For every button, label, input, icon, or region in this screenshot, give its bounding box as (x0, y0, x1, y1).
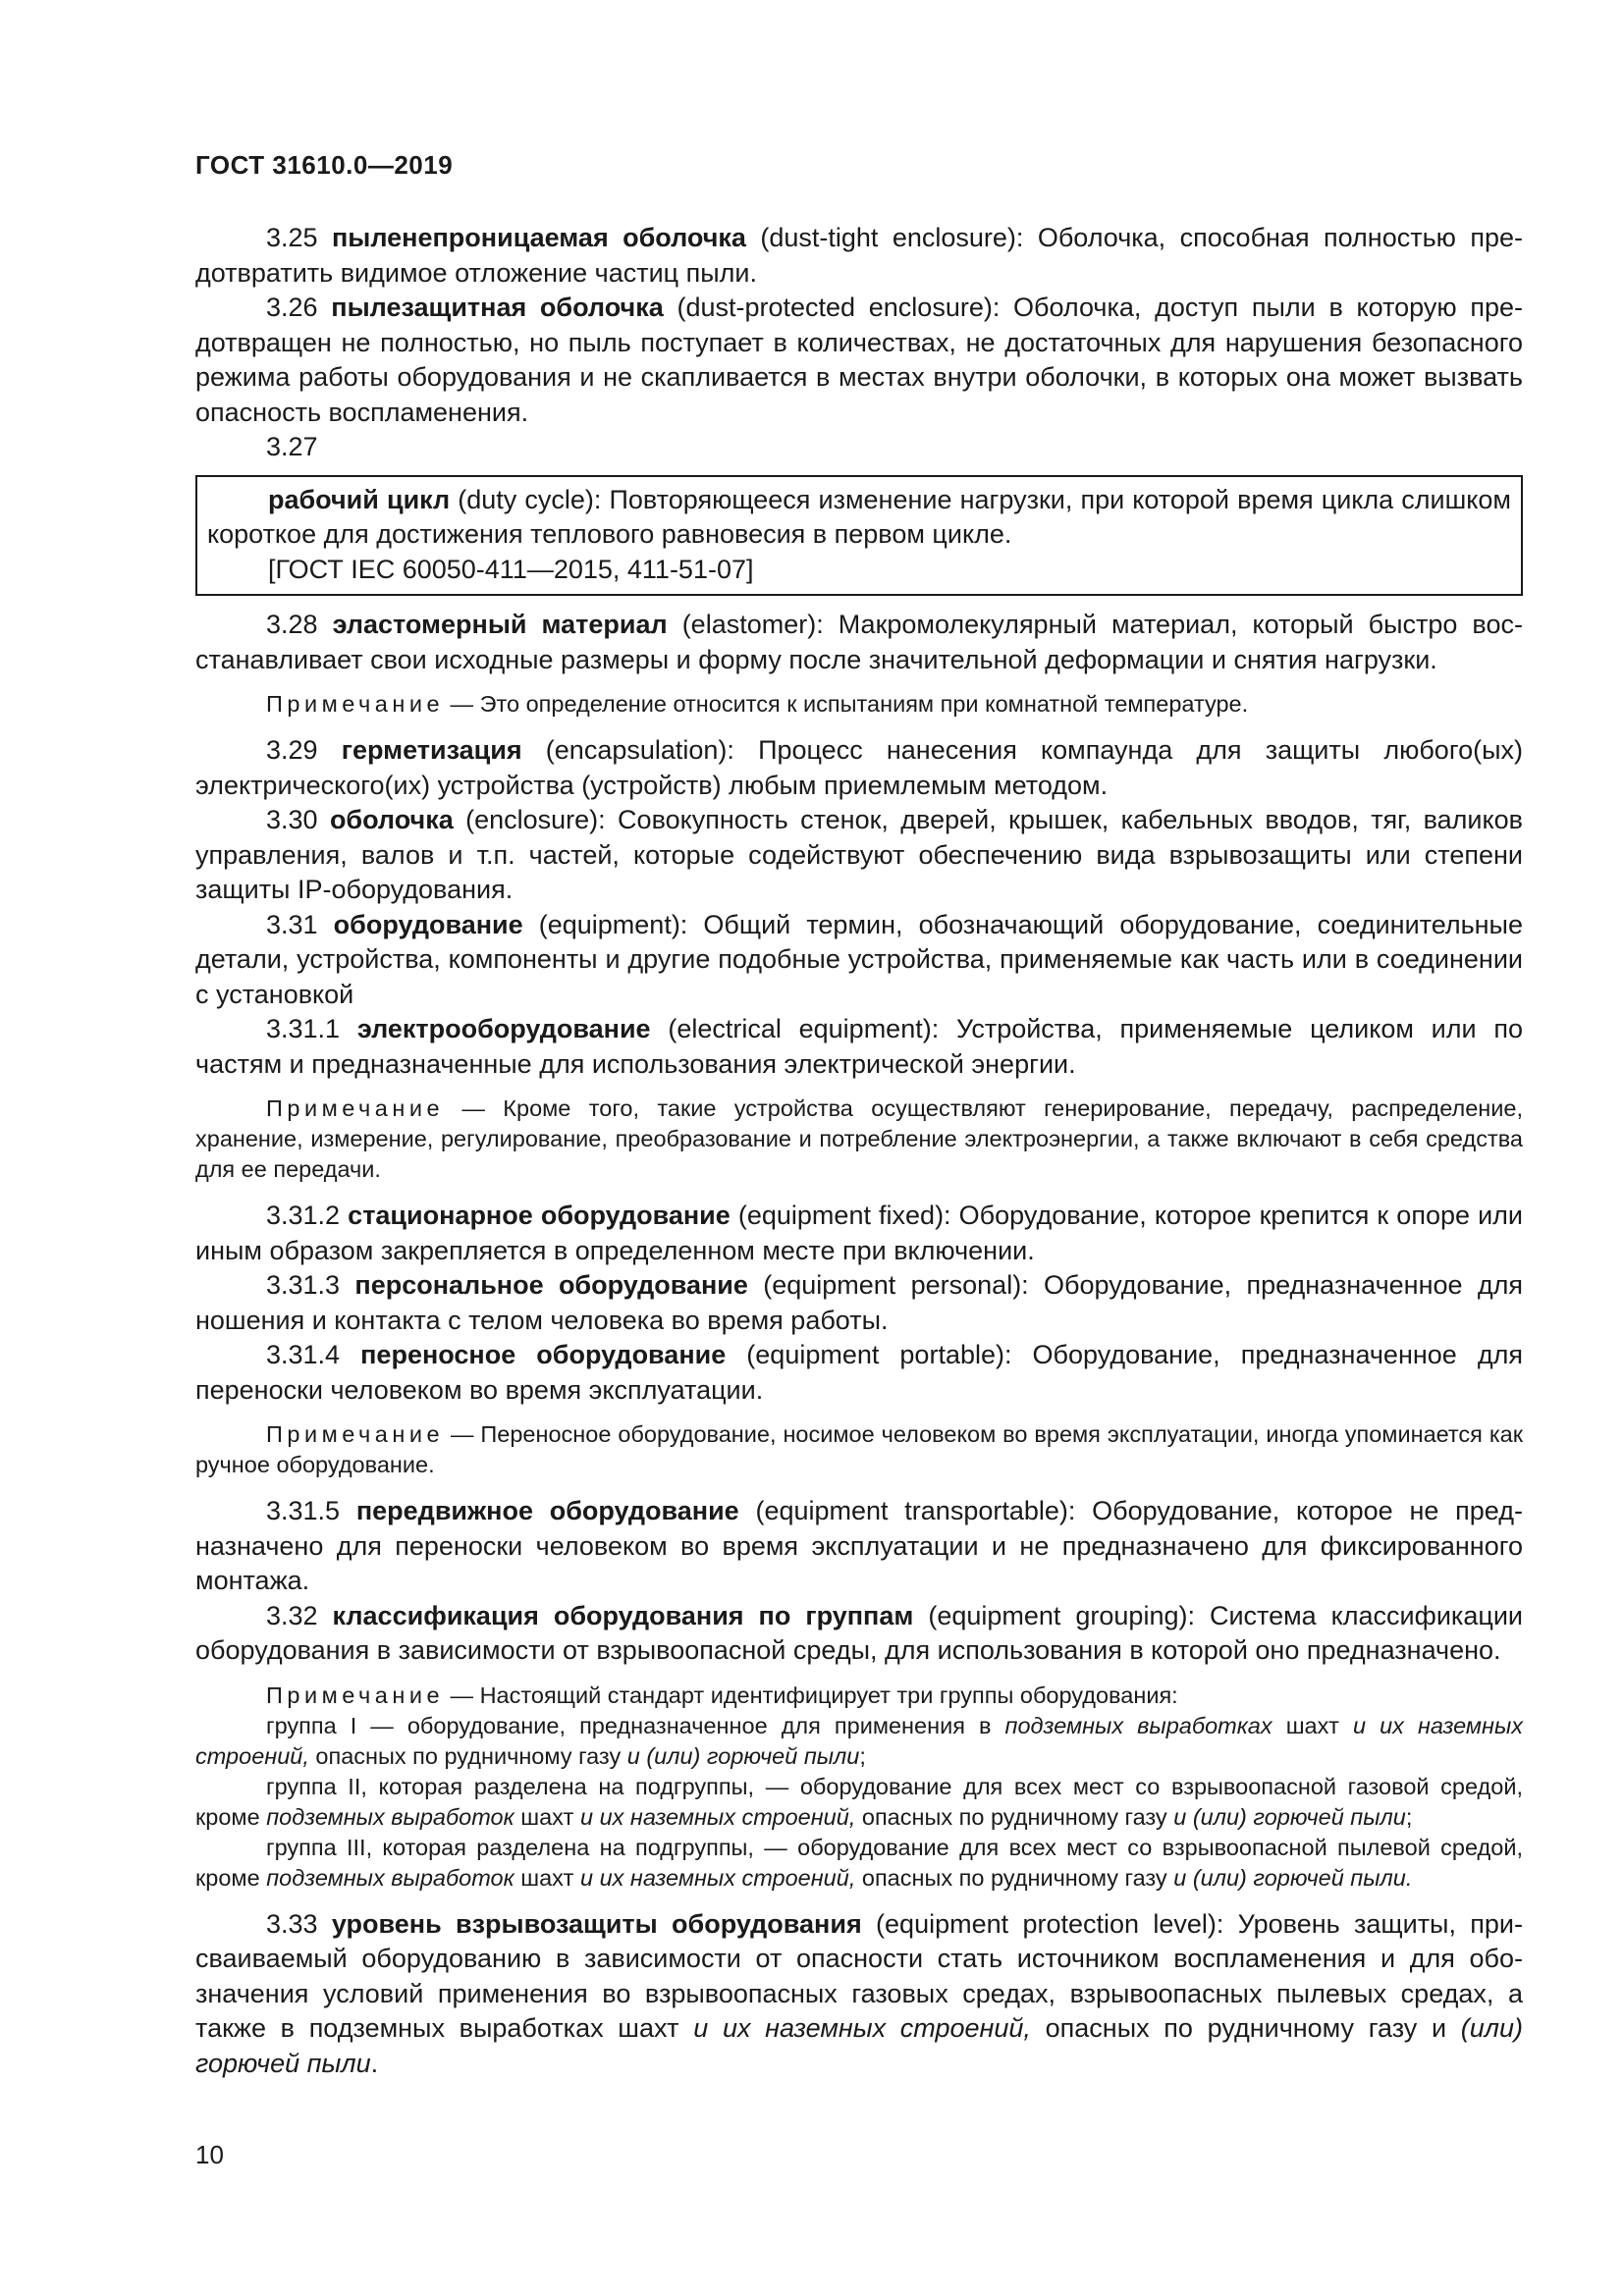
term-3-30 (195, 803, 1523, 908)
term-3-29 (195, 733, 1523, 803)
term-definition: (enclosure): Совокупность стенок, дверей, крышек, кабельных вводов, тяг, валиков управления, валов и т.п. частей, которые содействуют обеспечению вида взрывозащиты или степени защиты IP-оборудования. (195, 805, 1523, 904)
term-3-33 (195, 1907, 1523, 2082)
note-text: ; (859, 1742, 866, 1769)
note-3-32 (195, 1681, 1523, 1711)
note-group-1 (195, 1711, 1523, 1772)
note-group-2 (195, 1772, 1523, 1833)
term-number: 3.31.1 (266, 1014, 341, 1043)
term-3-27-number: 3.27 (266, 432, 318, 461)
term-number: 3.29 (266, 735, 318, 765)
note-label: Примечание (266, 691, 445, 717)
term-3-31-4 (195, 1338, 1523, 1408)
term-3-28 (195, 608, 1523, 677)
term-3-27-box (195, 475, 1523, 597)
document-header: ГОСТ 31610.0—2019 (195, 150, 454, 180)
term-definition: (equipment personal): Оборудование, предназначенное для ношения и контакта с телом человека во время работы. (195, 1270, 1523, 1335)
note-italic: и (или) горючей пыли (626, 1742, 860, 1769)
term-name: оболочка (329, 805, 454, 834)
term-number: 3.31 (266, 909, 318, 939)
note-italic: и (или) горючей пыли (1173, 1803, 1406, 1830)
note-text: группа III, которая разделена на подгруппы, — оборудование для всех мест со взрывоопасной пылевой средой, кроме (195, 1834, 1523, 1891)
term-definition: (elastomer): Макромолекулярный материал, который быстро восстанавливает свои исходные размеры и форму после значительной деформации и снятия нагрузки. (195, 610, 1523, 674)
term-definition: (equipment): Общий термин, обозначающий оборудование, соединительные детали, устройства, компоненты и другие подобные устройства, применяемые как часть или в соединении с установкой (195, 909, 1523, 1009)
term-3-31-3 (195, 1268, 1523, 1338)
term-source-reference: [ГОСТ IEC 60050-411—2015, 411-51-07] (268, 554, 754, 584)
term-3-31-2 (195, 1199, 1523, 1268)
term-definition: (dust-tight enclosure): Оболочка, способная полностью предотвратить видимое отложение частиц пыли. (195, 223, 1523, 288)
note-text: шахт (514, 1803, 580, 1830)
note-italic: и (или) горючей пыли. (1173, 1864, 1413, 1891)
term-name: герметизация (341, 735, 522, 765)
term-number: 3.28 (266, 610, 318, 639)
note-italic: подземных выработок (266, 1864, 514, 1891)
term-name: стационарное оборудование (348, 1201, 731, 1230)
note-italic: и их наземных строений, (579, 1803, 856, 1830)
term-italic: (или) горючей пыли (195, 2013, 1523, 2078)
note-text: — Переносное оборудование, носимое человеком во время эксплуатации, иногда упоминается как ручное оборудование. (195, 1421, 1523, 1477)
note-italic: и их наземных строений, (579, 1864, 856, 1891)
note-text: группа I — оборудование, предназначенное для применения в (266, 1712, 1005, 1738)
note-3-31-1 (195, 1094, 1523, 1185)
note-text: — Настоящий стандарт идентифицирует три группы оборудования: (444, 1682, 1178, 1708)
term-definition: (duty cycle): Повторяющееся изменение нагрузки, при которой время цикла слишком короткое для достижения теплового равновесия в первом цикле. (207, 484, 1511, 549)
term-name: электрооборудование (356, 1014, 651, 1043)
term-name: переносное оборудование (360, 1340, 727, 1369)
term-name: пыленепроницаемая оболочка (332, 223, 746, 252)
term-definition: (equipment grouping): Система классификации оборудования в зависимости от взрывоопасной среды, для использования в которой оно предназначено. (195, 1600, 1523, 1665)
term-number: 3.31.4 (266, 1340, 341, 1369)
note-text: группа II, которая разделена на подгруппы, — оборудование для всех мест со взрывоопасной газовой средой, кроме (195, 1773, 1523, 1830)
note-italic: подземных выработок (266, 1803, 514, 1830)
note-3-28 (195, 689, 1523, 720)
term-definition: (equipment portable): Оборудование, предназначенное для переноски человеком во время эксплуатации. (195, 1340, 1523, 1405)
term-number: 3.31.5 (266, 1496, 341, 1525)
note-text: — Это определение относится к испытаниям при комнатной температуре. (444, 691, 1249, 717)
note-label: Примечание (266, 1421, 445, 1447)
term-3-31-1 (195, 1012, 1523, 1082)
term-name: персональное оборудование (354, 1270, 748, 1300)
note-text: шахт (1272, 1712, 1353, 1738)
term-name: пылезащитная оболочка (331, 293, 664, 322)
term-3-31-5 (195, 1494, 1523, 1599)
term-3-31 (195, 908, 1523, 1013)
term-3-27 (207, 483, 1511, 553)
note-text: опасных по рудничному газу (308, 1742, 627, 1769)
term-number: 3.26 (266, 293, 318, 322)
note-label: Примечание (266, 1682, 445, 1708)
note-text: опасных по рудничному газу (855, 1864, 1174, 1891)
page-number: 10 (195, 2140, 224, 2169)
term-3-25 (195, 221, 1523, 291)
term-definition: (dust-protected enclosure): Оболочка, доступ пыли в которую предотвращен не полностью, но пыль поступает в количествах, не достаточных для нарушения безопасного режима работы оборудования и не скапливается в местах внутри оболочки, в которых она может вызвать опасность воспламенения. (195, 293, 1523, 427)
term-number: 3.32 (266, 1600, 318, 1630)
term-definition: (equipment transportable): Оборудование, которое не предназначено для переноски человеком во время эксплуатации и не предназначено для фиксированного монтажа. (195, 1496, 1523, 1595)
term-name: классификация оборудования по группам (332, 1600, 914, 1630)
term-definition: (equipment fixed): Оборудование, которое крепится к опоре или иным образом закрепляется в определенном месте при включении. (195, 1201, 1523, 1265)
term-italic: и их наземных строений, (693, 2013, 1031, 2043)
term-number: 3.33 (266, 1908, 318, 1939)
term-definition: опасных по рудничному газу и (1030, 2013, 1461, 2043)
term-3-26 (195, 291, 1523, 430)
term-number: 3.30 (266, 805, 318, 834)
term-definition: (equipment protection level): Уровень защиты, присваиваемый оборудованию в зависимости от опасности стать источником воспламенения и для обозначения условий применения во взрывоопасных газовых средах, взрывоопасных пылевых средах, а также в подземных выработках шахт (195, 1908, 1524, 2043)
note-text: шахт (514, 1864, 580, 1891)
note-3-31-4 (195, 1419, 1523, 1480)
note-text: опасных по рудничному газу (855, 1803, 1174, 1830)
note-italic: и их наземных строений, (195, 1712, 1524, 1769)
term-name: оборудование (333, 909, 523, 939)
document-body (195, 221, 1523, 2081)
note-label: Примечание (266, 1095, 445, 1121)
note-group-3 (195, 1833, 1523, 1894)
term-definition: (encapsulation): Процесс нанесения компаунда для защиты любого(ых) электрического(их) устройства (устройств) любым приемлемым методом. (195, 735, 1523, 800)
term-number: 3.25 (266, 223, 318, 252)
term-name: передвижное оборудование (355, 1496, 739, 1525)
term-definition: . (370, 2048, 379, 2078)
term-3-32 (195, 1599, 1523, 1669)
note-italic: подземных выработках (1004, 1712, 1272, 1738)
term-definition: (electrical equipment): Устройства, применяемые целиком или по частям и предназначенные для использования электрической энергии. (195, 1014, 1523, 1079)
note-text: — Кроме того, такие устройства осуществляют генерирование, передачу, распределение, хранение, измерение, регулирование, преобразование и потребление электроэнергии, а также включают в себя средства для ее передачи. (195, 1095, 1523, 1182)
note-text: ; (1405, 1803, 1413, 1830)
term-name: эластомерный материал (332, 610, 668, 639)
term-name: рабочий цикл (268, 484, 451, 514)
term-number: 3.31.3 (266, 1270, 341, 1300)
term-name: уровень взрывозащиты оборудования (331, 1908, 862, 1939)
term-number: 3.31.2 (266, 1201, 341, 1230)
